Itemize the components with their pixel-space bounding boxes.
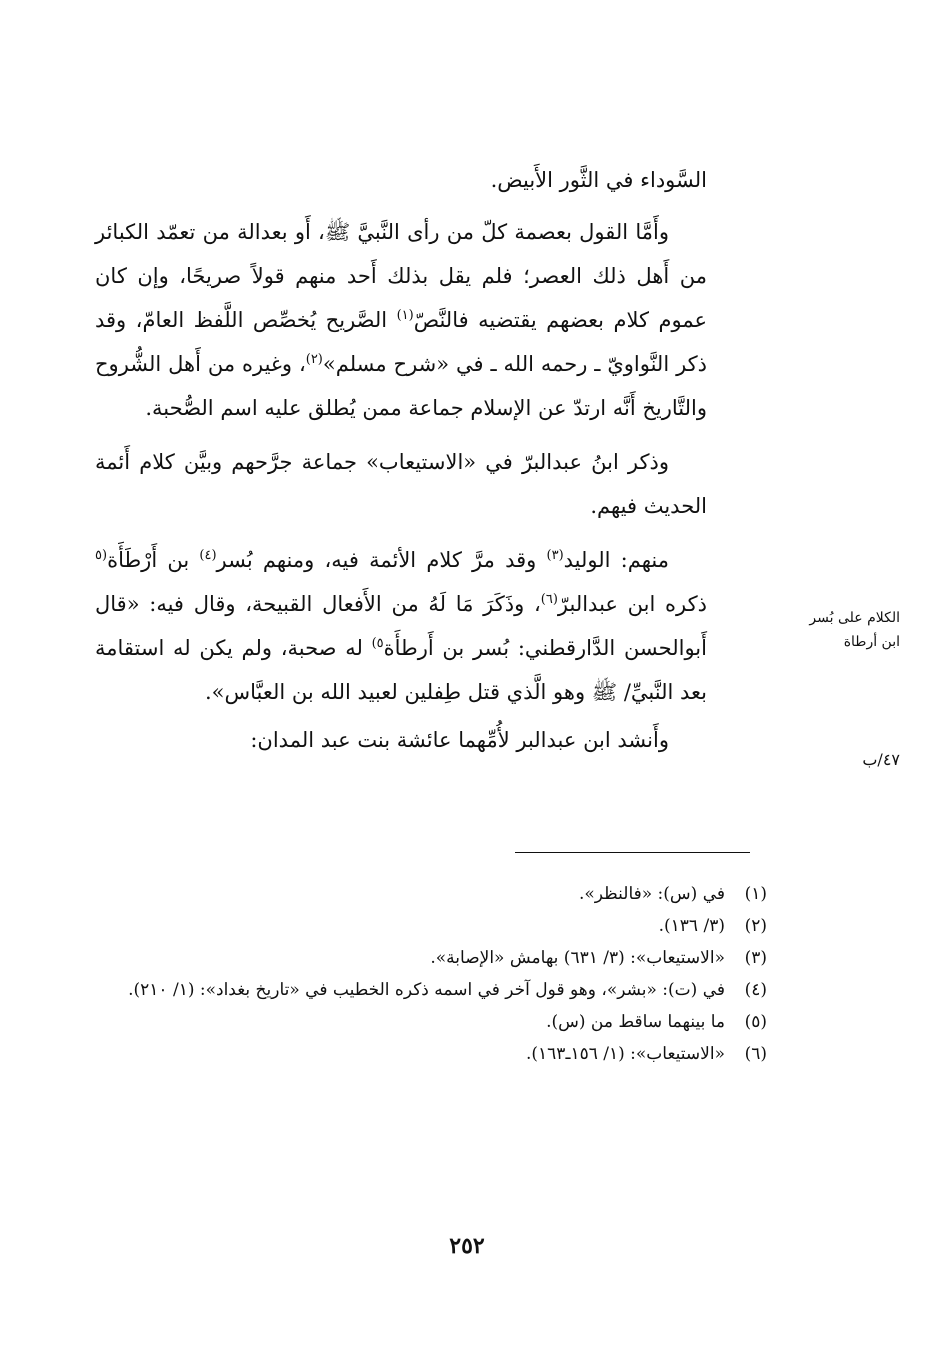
footnote-text: في (س): «فالنظر». [579, 884, 725, 904]
paragraph-1: السَّوداء في الثَّور الأَبيض. [490, 168, 707, 192]
footnote-number: (٦) [744, 1044, 767, 1064]
footnotes [95, 878, 767, 1070]
footnote-text: «الاستيعاب»: (٣/ ٦٣١) بهامش «الإصابة». [430, 948, 725, 968]
footnote-number: (١) [744, 884, 767, 904]
main-text [95, 158, 707, 762]
footnote-3 [95, 942, 767, 974]
paragraph-2-part: ، وغيره من أَهل الشُّروح والتَّاريخ أَنَّه ارتدّ عن الإسلام جماعة ممن يُطلق عليه اسم الصُّحبة. [95, 352, 707, 420]
footnote-text: في (ت): «بشر»، وهو قول آخر في اسمه ذكره الخطيب في «تاريخ بغداد»: (١/ ٢١٠). [128, 980, 725, 1000]
paragraph-4-part: ذكره ابن عبدالبرّ [557, 592, 707, 616]
page-number: ٢٥٢ [449, 1233, 485, 1259]
footnote-ref-3[interactable]: (٣) [546, 548, 564, 563]
footnote-ref-6[interactable]: (٦) [540, 592, 558, 607]
footnote-number: (٥) [744, 1012, 767, 1032]
paragraph-4-part: وقد مرَّ كلام الأئمة فيه، ومنهم بُسر [216, 548, 547, 572]
footnote-1 [95, 878, 767, 910]
footnote-ref-1[interactable]: (١) [396, 308, 414, 323]
footnote-text: «الاستيعاب»: (١/ ١٥٦ـ١٦٣). [526, 1044, 725, 1064]
paragraph-4-part: له صحبة، ولم يكن له استقامة بعد النَّبيِّ/ ﷺ وهو الَّذي قتل طِفلين لعبيد الله بن العبَّاس». [95, 636, 707, 704]
footnote-number: (٤) [744, 980, 767, 1000]
paragraph-2 [95, 210, 707, 430]
paragraph-4 [95, 538, 707, 714]
footnote-6 [95, 1038, 767, 1070]
folio-marker: ٤٧/ب [862, 750, 900, 769]
footnote-number: (٣) [744, 948, 767, 968]
paragraph-2-part: الصَّريح يُخصِّص اللَّفظ العامّ، وقد ذكر النَّواويّ ـ رحمه الله ـ في «شرح مسلم» [95, 308, 708, 376]
paragraph-4-part: بن أَرْطَأَة [107, 548, 200, 572]
footnote-ref-4[interactable]: (٤) [199, 548, 217, 563]
margin-note-bisr: الكلام على بُسر ابن أرطاة [809, 610, 900, 650]
footnote-4 [95, 974, 767, 1006]
footnote-2 [95, 910, 767, 942]
footnote-ref-5-close[interactable]: ٥) [371, 636, 384, 651]
paragraph-4-part: ، وذَكَرَ مَا لَهُ من الأَفعال القبيحة، وقال فيه: «قال أَبوالحسن الدَّارقطني: بُسر بن أَرطأَة [95, 592, 707, 660]
footnote-text: (٣/ ١٣٦). [658, 916, 725, 936]
footnote-ref-5-open[interactable]: (٥ [95, 548, 108, 563]
paragraph-2-part: وأَمَّا القول بعصمة كلّ من رأى النَّبيَّ ﷺ، أَو بعدالة من تعمّد الكبائر من أَهل ذلك العصر؛ فلم يقل بذلك أَحد منهم قولاً صريحًا، وإن كان عموم كلام بعضهم يقتضيه فالنَّصّ [95, 220, 707, 332]
footnote-text: ما بينهما ساقط من (س). [546, 1012, 725, 1032]
paragraph-4-part: منهم: الوليد [563, 548, 669, 572]
footnote-divider [515, 852, 750, 853]
footnote-ref-2[interactable]: (٢) [305, 352, 323, 367]
paragraph-5: وأَنشد ابن عبدالبر لأُمِّهما عائشة بنت عبد المدان: [250, 728, 669, 752]
footnote-number: (٢) [744, 916, 767, 936]
paragraph-3: وذكر ابنُ عبدالبرّ في «الاستيعاب» جماعة جرَّحهم وبيَّن كلام أَئمة الحديث فيهم. [95, 450, 707, 518]
footnote-5 [95, 1006, 767, 1038]
